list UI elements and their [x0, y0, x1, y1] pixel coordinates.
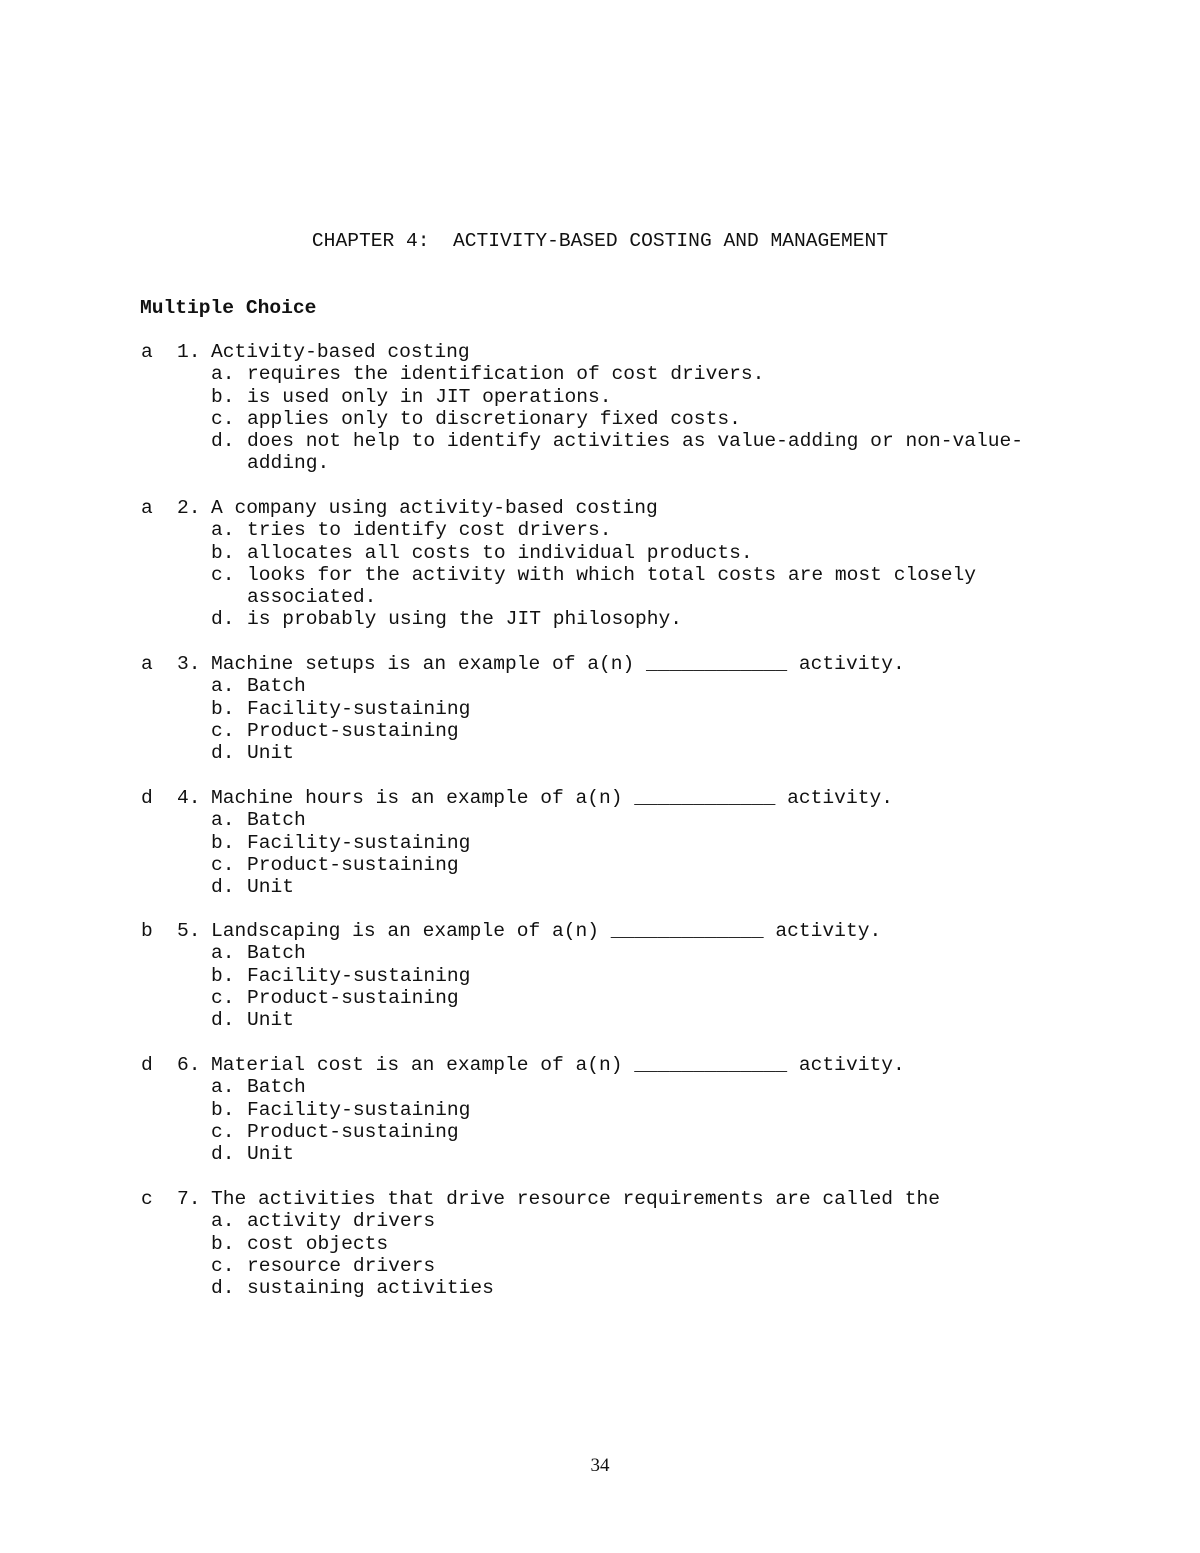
option-letter: c.	[211, 853, 235, 876]
option-text-wrap	[247, 1076, 306, 1098]
option-text-continuation: adding.	[247, 452, 330, 475]
option-text: Unit	[247, 1009, 295, 1032]
answer-key: d	[141, 787, 153, 809]
option-text: activity drivers	[247, 1210, 436, 1233]
option-letter: b.	[211, 697, 235, 720]
option-letter: b.	[211, 541, 235, 564]
option-text-wrap	[247, 519, 612, 541]
option-text-wrap	[247, 408, 741, 430]
option-text-wrap	[247, 1255, 435, 1277]
option-letter: d.	[211, 742, 235, 765]
option-letter: a.	[211, 1210, 235, 1233]
question-stem: Machine setups is an example of a(n) ____________ activity.	[211, 653, 905, 675]
option-letter: a.	[211, 1076, 235, 1099]
option-text-wrap	[247, 1009, 294, 1031]
question-number: 7.	[177, 1188, 201, 1210]
option-text-wrap	[247, 1233, 388, 1255]
option-text-wrap	[247, 720, 459, 742]
option-letter: b.	[211, 964, 235, 987]
option-text: Unit	[247, 742, 295, 765]
section-heading: Multiple Choice	[140, 297, 317, 319]
option-text: Product-sustaining	[247, 1120, 459, 1143]
option-text-wrap	[247, 965, 470, 987]
option-text-wrap	[247, 1099, 470, 1121]
option-letter: c.	[211, 407, 235, 430]
page-number: 34	[590, 1455, 610, 1476]
option-text: Batch	[247, 809, 306, 832]
option-text: Facility-sustaining	[247, 831, 471, 854]
answer-key: a	[141, 497, 153, 519]
answer-key: a	[141, 341, 153, 363]
option-text-wrap	[247, 675, 306, 697]
question-stem: Material cost is an example of a(n) _____________ activity.	[211, 1054, 905, 1076]
option-letter: c.	[211, 719, 235, 742]
question-stem: Landscaping is an example of a(n) _____________ activity.	[211, 920, 882, 942]
question-number: 5.	[177, 920, 201, 942]
option-text: Facility-sustaining	[247, 1098, 471, 1121]
option-text-wrap	[247, 363, 764, 385]
question-number: 2.	[177, 497, 201, 519]
option-text-continuation: associated.	[247, 586, 377, 609]
option-letter: c.	[211, 563, 235, 586]
question-number: 4.	[177, 787, 201, 809]
option-text-wrap	[247, 564, 976, 609]
option-text: cost objects	[247, 1232, 389, 1255]
option-text-wrap	[247, 1143, 294, 1165]
option-letter: c.	[211, 1254, 235, 1277]
option-text: Unit	[247, 1143, 295, 1166]
option-text: allocates all costs to individual products.	[247, 541, 753, 564]
answer-key: b	[141, 920, 153, 942]
option-text: Batch	[247, 675, 306, 698]
option-letter: c.	[211, 1120, 235, 1143]
option-letter: c.	[211, 986, 235, 1009]
option-letter: a.	[211, 809, 235, 832]
option-letter: d.	[211, 1277, 235, 1300]
option-text: requires the identification of cost drivers.	[247, 363, 765, 386]
option-letter: a.	[211, 519, 235, 542]
option-letter: b.	[211, 1098, 235, 1121]
option-letter: d.	[211, 1009, 235, 1032]
option-letter: b.	[211, 1232, 235, 1255]
option-letter: a.	[211, 942, 235, 965]
option-text: sustaining activities	[247, 1277, 494, 1300]
option-text: does not help to identify activities as value-adding or non-value-	[247, 430, 1024, 453]
option-letter: d.	[211, 608, 235, 631]
option-letter: d.	[211, 876, 235, 899]
option-text: applies only to discretionary fixed costs.	[247, 407, 741, 430]
option-text: resource drivers	[247, 1254, 436, 1277]
option-text-wrap	[247, 430, 1023, 475]
option-text: is probably using the JIT philosophy.	[247, 608, 683, 631]
option-text-wrap	[247, 1277, 494, 1299]
option-text: tries to identify cost drivers.	[247, 519, 612, 542]
chapter-title: CHAPTER 4: ACTIVITY-BASED COSTING AND MANAGEMENT	[311, 230, 889, 252]
question-number: 1.	[177, 341, 201, 363]
option-text-wrap	[247, 832, 470, 854]
answer-key: d	[141, 1054, 153, 1076]
option-letter: a.	[211, 675, 235, 698]
option-text: Product-sustaining	[247, 853, 459, 876]
option-letter: a.	[211, 363, 235, 386]
option-text-wrap	[247, 1121, 459, 1143]
option-text-wrap	[247, 542, 753, 564]
question-number: 3.	[177, 653, 201, 675]
option-text-wrap	[247, 876, 294, 898]
question-stem: A company using activity-based costing	[211, 497, 658, 519]
option-text: Facility-sustaining	[247, 697, 471, 720]
option-text: Batch	[247, 1076, 306, 1099]
question-stem: Activity-based costing	[211, 341, 470, 363]
option-text-wrap	[247, 608, 682, 630]
option-text: Product-sustaining	[247, 719, 459, 742]
option-letter: d.	[211, 1143, 235, 1166]
option-text-wrap	[247, 942, 306, 964]
option-text: is used only in JIT operations.	[247, 385, 612, 408]
question-stem: Machine hours is an example of a(n) ____________ activity.	[211, 787, 893, 809]
option-text: looks for the activity with which total costs are most closely	[247, 563, 977, 586]
question-stem: The activities that drive resource requirements are called the	[211, 1188, 941, 1210]
option-letter: b.	[211, 385, 235, 408]
option-text-wrap	[247, 987, 459, 1009]
option-letter: d.	[211, 430, 235, 453]
option-text: Facility-sustaining	[247, 964, 471, 987]
option-text-wrap	[247, 854, 459, 876]
option-text-wrap	[247, 698, 470, 720]
option-text: Unit	[247, 876, 295, 899]
answer-key: a	[141, 653, 153, 675]
option-text-wrap	[247, 1210, 435, 1232]
answer-key: c	[141, 1188, 153, 1210]
option-letter: b.	[211, 831, 235, 854]
option-text-wrap	[247, 742, 294, 764]
option-text: Product-sustaining	[247, 986, 459, 1009]
option-text: Batch	[247, 942, 306, 965]
option-text-wrap	[247, 809, 306, 831]
question-number: 6.	[177, 1054, 201, 1076]
option-text-wrap	[247, 386, 612, 408]
